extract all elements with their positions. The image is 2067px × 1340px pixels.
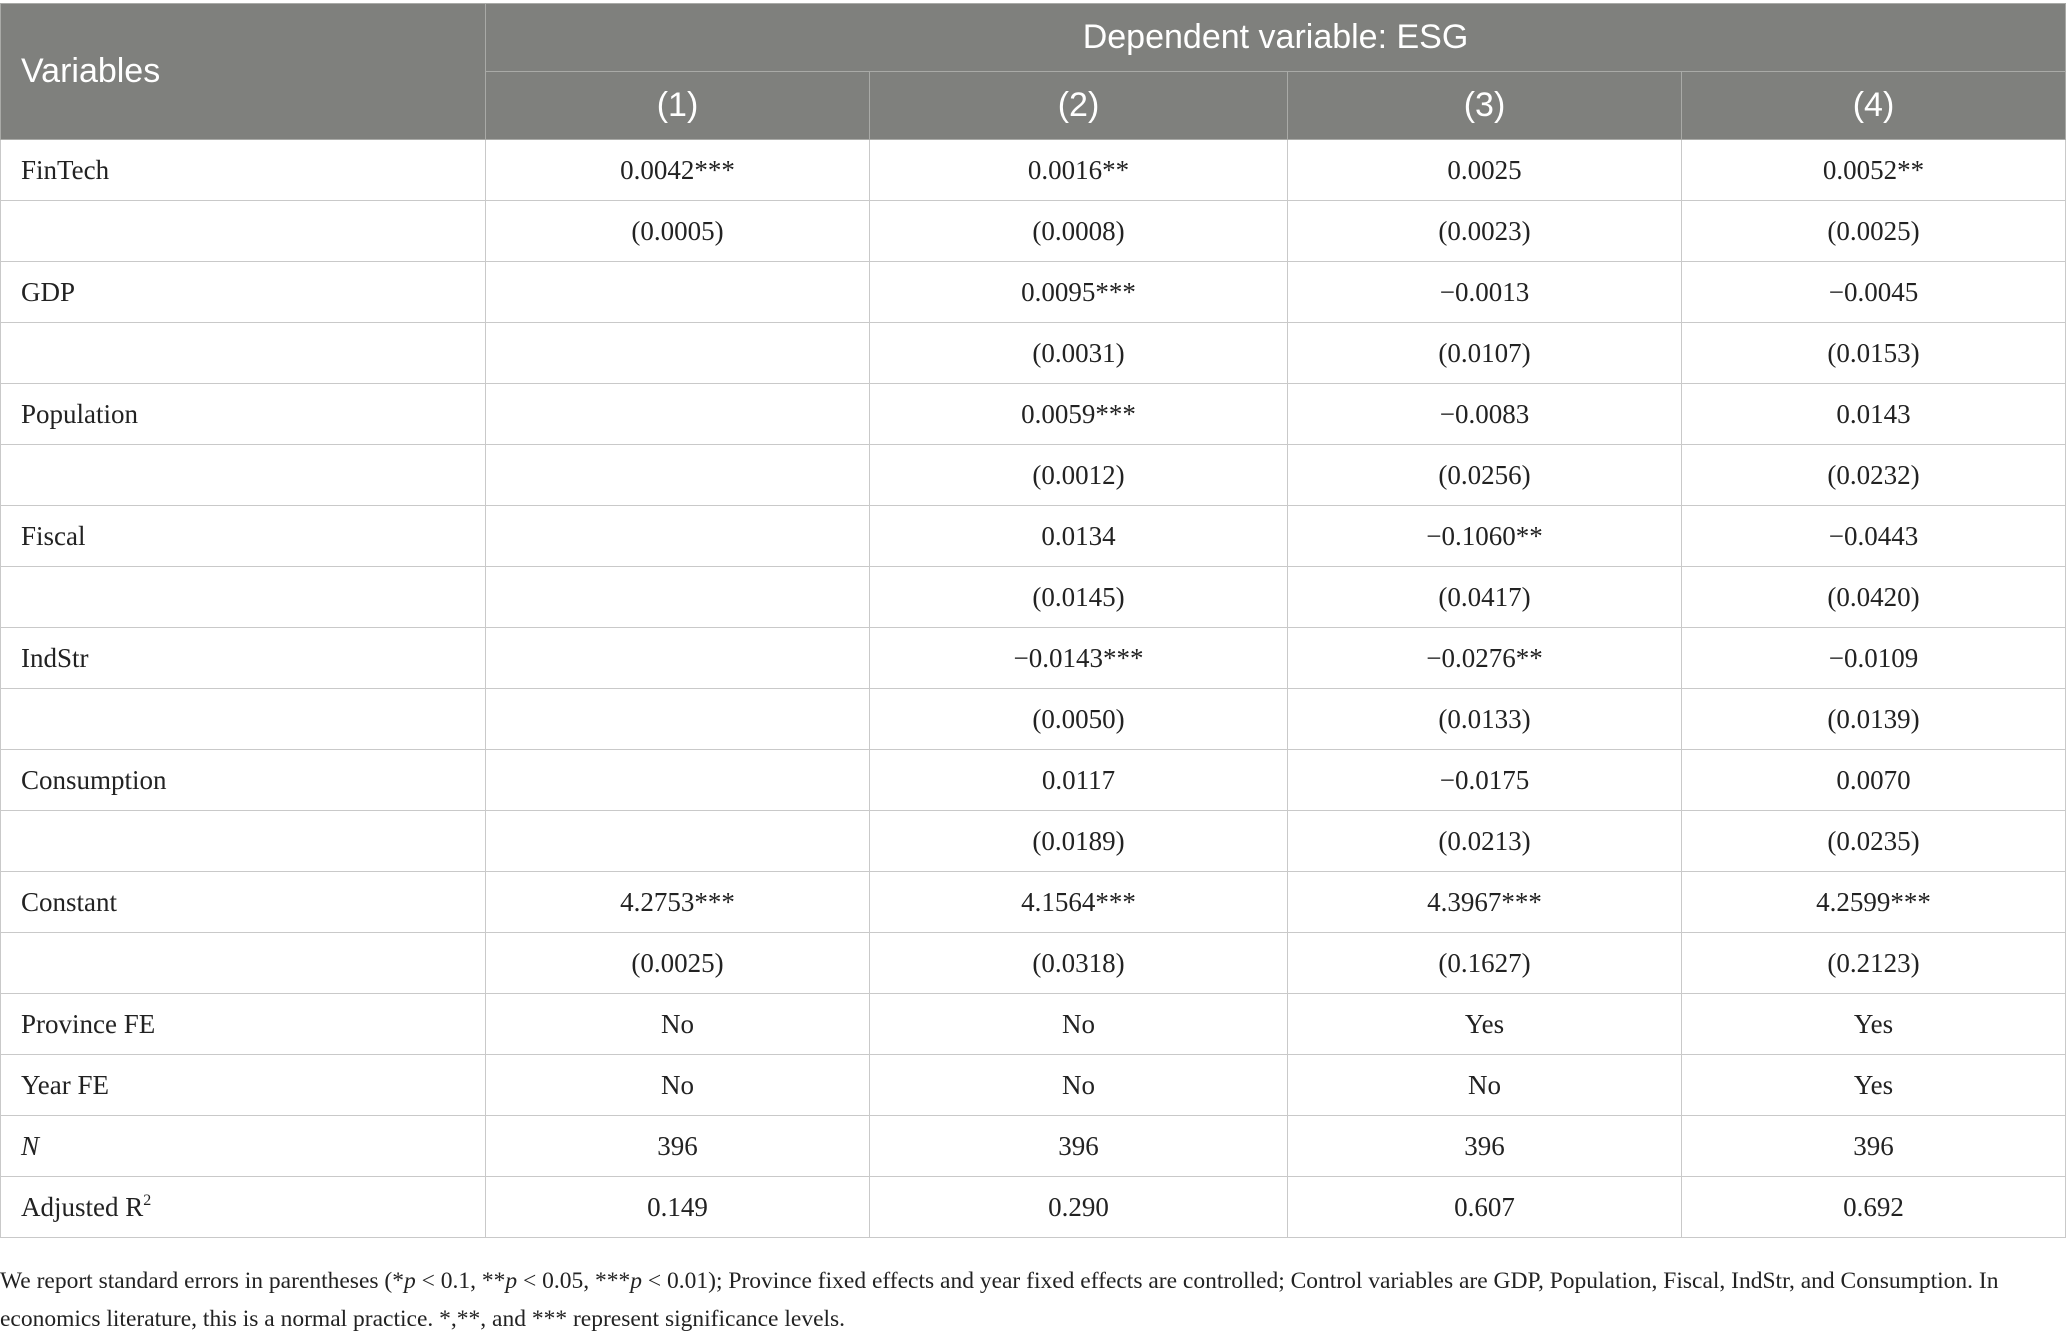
- row-label: GDP: [1, 262, 486, 323]
- footnote-text: We report standard errors in parentheses (*: [0, 1268, 404, 1294]
- regression-table: [0, 3, 2066, 1238]
- table-row: [1, 201, 2066, 262]
- table-row: [1, 384, 2066, 445]
- table-footnote: [0, 1262, 2050, 1338]
- table-cell: Yes: [1682, 1055, 2066, 1116]
- row-label: N: [1, 1116, 486, 1177]
- table-cell: (0.0025): [486, 933, 870, 994]
- table-cell: 0.0143: [1682, 384, 2066, 445]
- row-label: [1, 1177, 486, 1238]
- table-row: [1, 933, 2066, 994]
- table-row: [1, 262, 2066, 323]
- table-cell: 0.0070: [1682, 750, 2066, 811]
- table-cell: −0.0143***: [870, 628, 1288, 689]
- table-cell: No: [486, 1055, 870, 1116]
- footnote-text: < 0.1, **: [415, 1268, 506, 1294]
- table-row: [1, 1116, 2066, 1177]
- table-cell: 396: [486, 1116, 870, 1177]
- table-cell: 0.607: [1288, 1177, 1682, 1238]
- table-cell: Yes: [1682, 994, 2066, 1055]
- table-row: [1, 1055, 2066, 1116]
- table-row: [1, 689, 2066, 750]
- table-cell: [486, 567, 870, 628]
- table-cell: (0.1627): [1288, 933, 1682, 994]
- footnote-text: < 0.05, ***: [517, 1268, 631, 1294]
- column-header-2: (2): [870, 72, 1288, 140]
- table-cell: No: [870, 1055, 1288, 1116]
- table-row: [1, 323, 2066, 384]
- superscript-2: 2: [143, 1191, 152, 1209]
- table-cell: (0.0420): [1682, 567, 2066, 628]
- table-row: [1, 750, 2066, 811]
- table-cell: No: [870, 994, 1288, 1055]
- row-label: [1, 567, 486, 628]
- table-cell: −0.0443: [1682, 506, 2066, 567]
- table-cell: (0.0050): [870, 689, 1288, 750]
- row-label: [1, 933, 486, 994]
- table-cell: 0.0052**: [1682, 140, 2066, 201]
- table-row: [1, 994, 2066, 1055]
- table-cell: [486, 689, 870, 750]
- column-header-3: (3): [1288, 72, 1682, 140]
- table-cell: [486, 323, 870, 384]
- table-cell: No: [1288, 1055, 1682, 1116]
- table-cell: −0.0083: [1288, 384, 1682, 445]
- table-cell: (0.0153): [1682, 323, 2066, 384]
- row-label: Consumption: [1, 750, 486, 811]
- adjusted-r-label: Adjusted R: [21, 1191, 144, 1222]
- table-cell: (0.0318): [870, 933, 1288, 994]
- table-cell: −0.0045: [1682, 262, 2066, 323]
- table-cell: (0.0145): [870, 567, 1288, 628]
- table-cell: (0.0232): [1682, 445, 2066, 506]
- table-cell: (0.0031): [870, 323, 1288, 384]
- table-cell: [486, 811, 870, 872]
- table-cell: −0.1060**: [1288, 506, 1682, 567]
- table-cell: (0.0107): [1288, 323, 1682, 384]
- table-row: [1, 1177, 2066, 1238]
- table-cell: (0.0213): [1288, 811, 1682, 872]
- table-cell: 4.2599***: [1682, 872, 2066, 933]
- table-row: [1, 140, 2066, 201]
- footnote-text: < 0.01); Province fixed effects and year fixed effects are controlled; Control variables are GDP, Population, Fiscal, IndStr, and Consumption. In economics literature, this is a normal practice. *,**, and *** represent significance levels.: [0, 1268, 1999, 1332]
- table-cell: 0.149: [486, 1177, 870, 1238]
- column-header-1: (1): [486, 72, 870, 140]
- table-cell: No: [486, 994, 870, 1055]
- table-cell: 396: [1288, 1116, 1682, 1177]
- table-cell: [486, 445, 870, 506]
- table-cell: 0.0095***: [870, 262, 1288, 323]
- row-label: [1, 811, 486, 872]
- table-cell: 0.290: [870, 1177, 1288, 1238]
- table-cell: 4.1564***: [870, 872, 1288, 933]
- row-label: Province FE: [1, 994, 486, 1055]
- table-cell: (0.0235): [1682, 811, 2066, 872]
- table-row: [1, 445, 2066, 506]
- column-header-4: (4): [1682, 72, 2066, 140]
- table-cell: 0.692: [1682, 1177, 2066, 1238]
- table-cell: (0.0008): [870, 201, 1288, 262]
- table-row: [1, 567, 2066, 628]
- row-label: IndStr: [1, 628, 486, 689]
- footnote-p: p: [505, 1268, 518, 1294]
- row-label: Constant: [1, 872, 486, 933]
- table-cell: 396: [1682, 1116, 2066, 1177]
- row-label: [1, 201, 486, 262]
- table-row: [1, 872, 2066, 933]
- table-cell: (0.0025): [1682, 201, 2066, 262]
- table-cell: 0.0042***: [486, 140, 870, 201]
- table-cell: 0.0117: [870, 750, 1288, 811]
- row-label: Population: [1, 384, 486, 445]
- table-cell: 396: [870, 1116, 1288, 1177]
- variables-header: Variables: [1, 4, 486, 140]
- table-cell: 4.3967***: [1288, 872, 1682, 933]
- footnote-p: p: [403, 1268, 416, 1294]
- row-label: [1, 323, 486, 384]
- row-label: [1, 445, 486, 506]
- table-cell: −0.0013: [1288, 262, 1682, 323]
- table-cell: 0.0059***: [870, 384, 1288, 445]
- table-cell: Yes: [1288, 994, 1682, 1055]
- row-label: Year FE: [1, 1055, 486, 1116]
- table-cell: 0.0134: [870, 506, 1288, 567]
- table-cell: [486, 262, 870, 323]
- table-cell: (0.2123): [1682, 933, 2066, 994]
- table-cell: 0.0025: [1288, 140, 1682, 201]
- table-cell: (0.0417): [1288, 567, 1682, 628]
- table-cell: [486, 750, 870, 811]
- table-row: [1, 628, 2066, 689]
- table-cell: (0.0256): [1288, 445, 1682, 506]
- table-cell: (0.0133): [1288, 689, 1682, 750]
- table-cell: (0.0139): [1682, 689, 2066, 750]
- table-cell: −0.0109: [1682, 628, 2066, 689]
- row-label: Fiscal: [1, 506, 486, 567]
- table-cell: (0.0189): [870, 811, 1288, 872]
- row-label: FinTech: [1, 140, 486, 201]
- dependent-variable-header: Dependent variable: ESG: [486, 4, 2066, 72]
- table-cell: [486, 628, 870, 689]
- row-label: [1, 689, 486, 750]
- table-cell: −0.0175: [1288, 750, 1682, 811]
- footnote-p: p: [630, 1268, 643, 1294]
- table-cell: −0.0276**: [1288, 628, 1682, 689]
- table-row: [1, 506, 2066, 567]
- table-cell: (0.0005): [486, 201, 870, 262]
- table-cell: [486, 506, 870, 567]
- table-row: [1, 811, 2066, 872]
- header-row-top: [1, 4, 2066, 72]
- table-cell: (0.0012): [870, 445, 1288, 506]
- table-cell: (0.0023): [1288, 201, 1682, 262]
- table-cell: 4.2753***: [486, 872, 870, 933]
- table-cell: 0.0016**: [870, 140, 1288, 201]
- table-cell: [486, 384, 870, 445]
